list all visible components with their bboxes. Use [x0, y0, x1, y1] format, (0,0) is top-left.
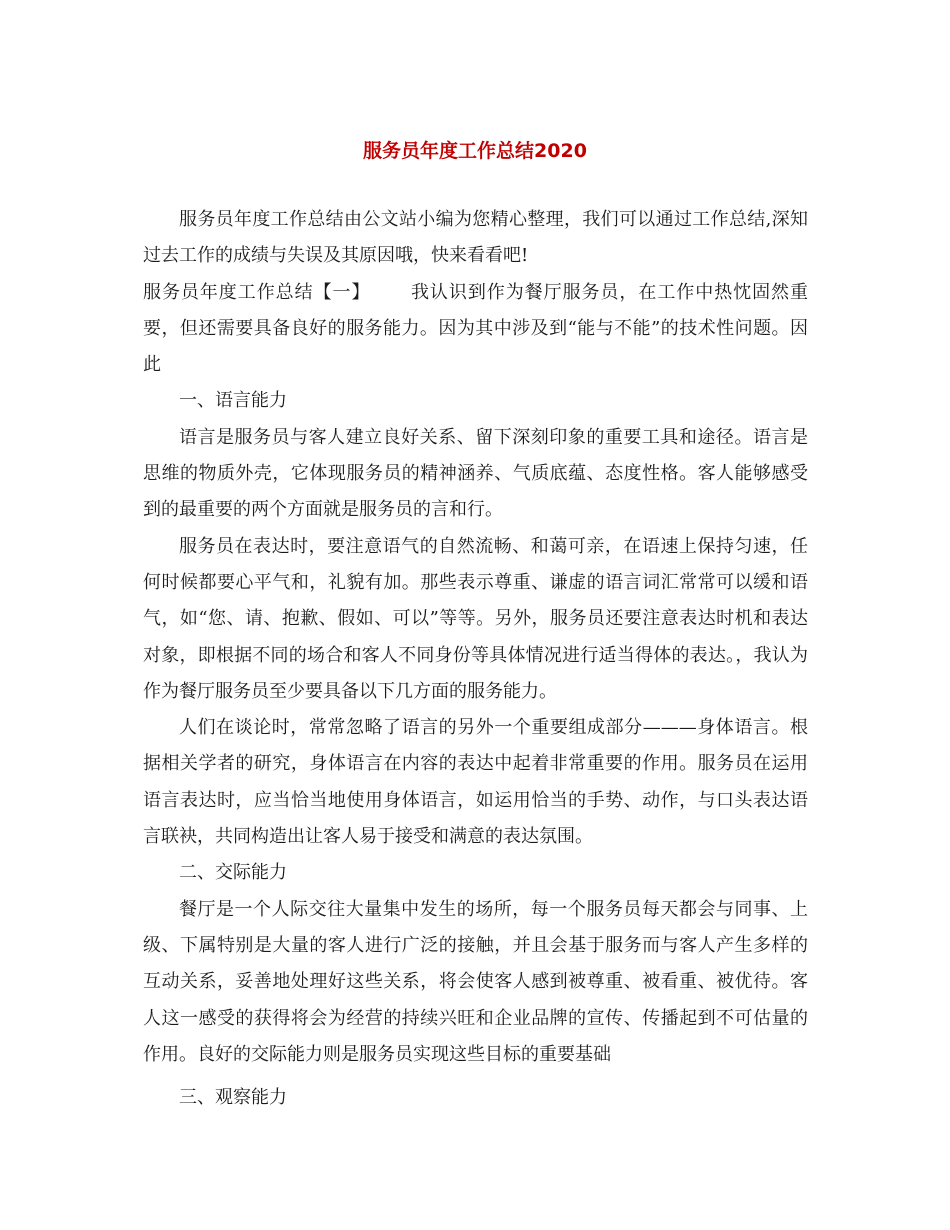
paragraph-language-1: 语言是服务员与客人建立良好关系、留下深刻印象的重要工具和途径。语言是思维的物质外壳，它体现服务员的精神涵养、气质底蕴、态度性格。客人能够感受到的最重要的两个方面就是服务员的言和行。 [143, 426, 808, 521]
intro-paragraph: 服务员年度工作总结由公文站小编为您精心整理，我们可以通过工作总结,深知过去工作的成绩与失误及其原因哦，快来看看吧! [143, 209, 808, 267]
paragraph-social: 餐厅是一个人际交往大量集中发生的场所，每一个服务员每天都会与同事、上级、下属特别是大量的客人进行广泛的接触，并且会基于服务而与客人产生多样的互动关系，妥善地处理好这些关系，将会使客人感到被尊重、被看重、被优待。客人这一感受的获得将会为经营的持续兴旺和企业品牌的宣传、传播起到不可估量的作用。良好的交际能力则是服务员实现这些目标的重要基础 [143, 898, 808, 1065]
part-one-paragraph [143, 275, 808, 384]
section-heading-social: 二、交际能力 [179, 862, 287, 884]
section-heading-observation: 三、观察能力 [179, 1087, 287, 1109]
document-body [143, 202, 808, 1116]
document-title: 服务员年度工作总结2020 [363, 140, 587, 162]
section-heading-language: 一、语言能力 [179, 390, 287, 412]
part-one-label: 服务员年度工作总结【一】 [143, 281, 371, 303]
paragraph-language-2: 服务员在表达时，要注意语气的自然流畅、和蔼可亲，在语速上保持匀速，任何时候都要心平气和，礼貌有加。那些表示尊重、谦虚的语言词汇常常可以缓和语气，如“您、请、抱歉、假如、可以”等等。另外，服务员还要注意表达时机和表达对象，即根据不同的场合和客人不同身份等具体情况进行适当得体的表达。，我认为作为餐厅服务员至少要具备以下几方面的服务能力。 [143, 535, 808, 702]
paragraph-language-3: 人们在谈论时，常常忽略了语言的另外一个重要组成部分———身体语言。根据相关学者的研究，身体语言在内容的表达中起着非常重要的作用。服务员在运用语言表达时，应当恰当地使用身体语言，如运用恰当的手势、动作，与口头表达语言联袂，共同构造出让客人易于接受和满意的表达氛围。 [143, 717, 808, 848]
part-one-text: 我认识到作为餐厅服务员，在工作中热忱固然重要，但还需要具备良好的服务能力。因为其中涉及到“能与不能”的技术性问题。因此 [143, 281, 808, 376]
